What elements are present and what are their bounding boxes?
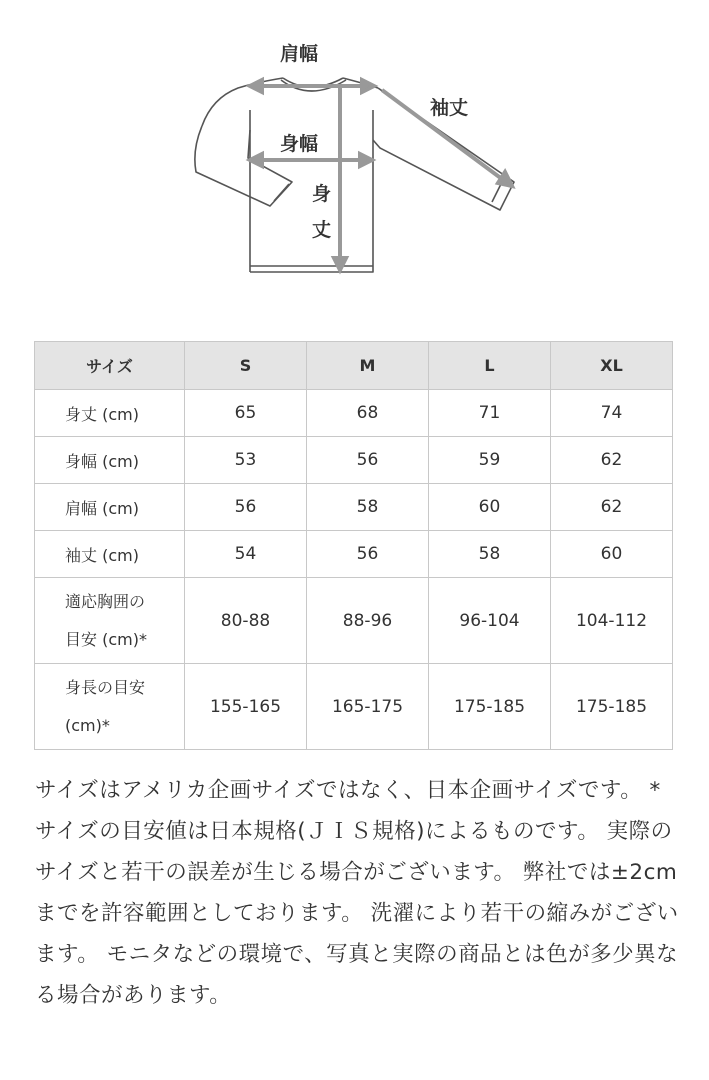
table-cell: 62: [551, 437, 673, 484]
table-cell: 88-96: [307, 578, 429, 664]
table-cell: 53: [185, 437, 307, 484]
table-cell: 60: [551, 531, 673, 578]
table-cell: 62: [551, 484, 673, 531]
table-cell: 59: [429, 437, 551, 484]
row-label-line1: 身長の目安: [65, 677, 146, 697]
table-row: [35, 664, 673, 750]
row-label: 身丈 (cm): [35, 390, 185, 437]
table-cell: 56: [307, 531, 429, 578]
table-row: [35, 437, 673, 484]
size-table: [34, 341, 673, 750]
row-label: 袖丈 (cm): [35, 531, 185, 578]
table-header-row: [35, 342, 673, 390]
table-cell: 71: [429, 390, 551, 437]
row-label-line2: 目安 (cm)*: [65, 629, 147, 649]
table-cell: 104-112: [551, 578, 673, 664]
row-label: [35, 664, 185, 750]
table-row: [35, 390, 673, 437]
size-notes: サイズはアメリカ企画サイズではなく、日本企画サイズです。 *サイズの目安値は日本規格(ＪＩＳ規格)によるものです。 実際のサイズと若干の誤差が生じる場合がございます。 弊社では±2cmまでを許容範囲としております。 洗濯により若干の縮みがございます。 モニタなどの環境で、写真と実際の商品とは色が多少異なる場合があります。: [35, 778, 679, 1008]
body-length-label-bottom: 丈: [312, 219, 332, 241]
table-cell: 58: [429, 531, 551, 578]
table-cell: 68: [307, 390, 429, 437]
table-cell: 96-104: [429, 578, 551, 664]
row-label: 肩幅 (cm): [35, 484, 185, 531]
header-m: M: [307, 342, 429, 390]
header-size: サイズ: [35, 342, 185, 390]
row-label-line2: (cm)*: [65, 715, 110, 735]
table-cell: 80-88: [185, 578, 307, 664]
table-cell: 58: [307, 484, 429, 531]
body-length-label-top: 身: [312, 183, 332, 205]
table-cell: 65: [185, 390, 307, 437]
header-xl: XL: [551, 342, 673, 390]
table-row: [35, 484, 673, 531]
table-cell: 165-175: [307, 664, 429, 750]
measurement-arrows: [250, 80, 512, 270]
table-row: [35, 578, 673, 664]
header-s: S: [185, 342, 307, 390]
table-cell: 175-185: [551, 664, 673, 750]
table-cell: 155-165: [185, 664, 307, 750]
table-cell: 56: [307, 437, 429, 484]
row-label-line1: 適応胸囲の: [65, 591, 146, 611]
table-cell: 56: [185, 484, 307, 531]
table-cell: 60: [429, 484, 551, 531]
table-row: [35, 531, 673, 578]
table-cell: 74: [551, 390, 673, 437]
table-cell: 54: [185, 531, 307, 578]
row-label: 身幅 (cm): [35, 437, 185, 484]
sleeve-length-label: 袖丈: [430, 97, 469, 119]
size-diagram: [0, 0, 709, 330]
header-l: L: [429, 342, 551, 390]
row-label: [35, 578, 185, 664]
shoulder-width-label: 肩幅: [280, 43, 319, 65]
body-width-label: 身幅: [280, 133, 319, 155]
table-cell: 175-185: [429, 664, 551, 750]
